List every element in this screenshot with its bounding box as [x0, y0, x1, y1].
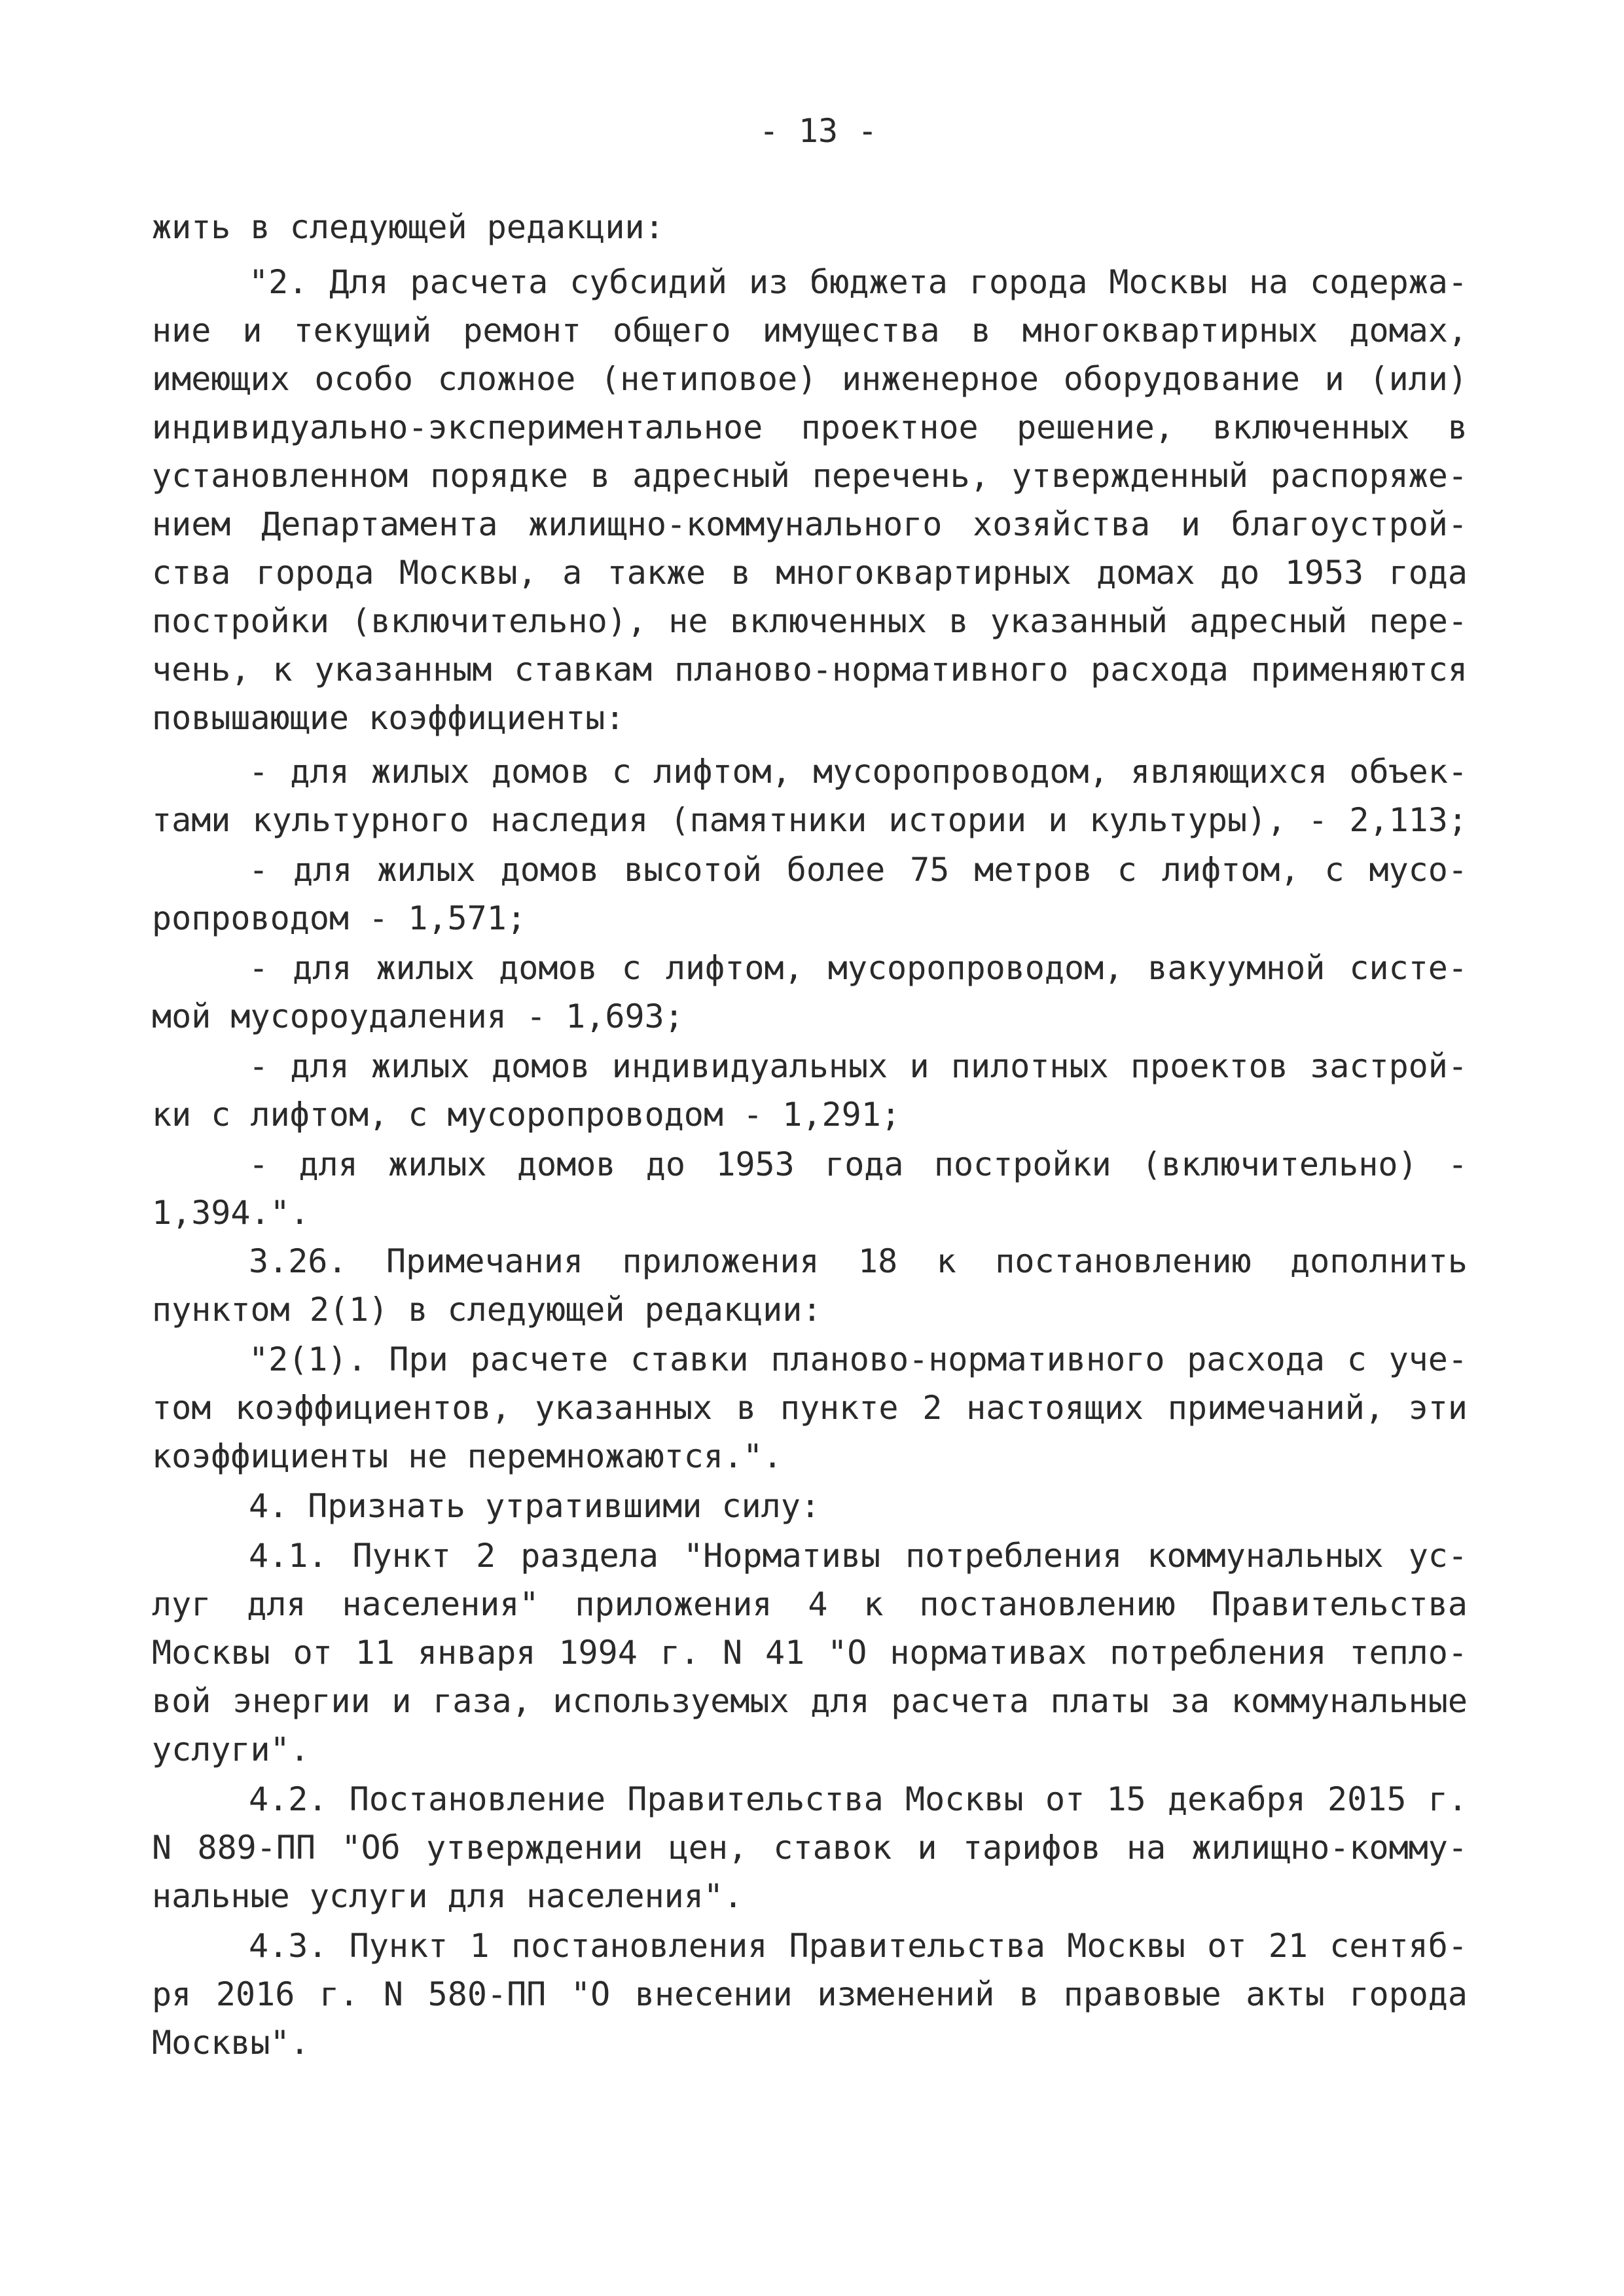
text-line: - для жилых домов с лифтом, мусоропроводом, вакуумной систе- — [249, 949, 1468, 987]
text-line: нальные услуги для населения". — [152, 1877, 744, 1915]
text-line: - для жилых домов индивидуальных и пилотных проектов застрой- — [249, 1047, 1468, 1085]
text-line: Москвы от 11 января 1994 г. N 41 "О нормативах потребления тепло- — [152, 1634, 1468, 1672]
text-line: мой мусороудаления - 1,693; — [152, 997, 684, 1035]
text-line: вой энергии и газа, используемых для расчета платы за коммунальные — [152, 1682, 1468, 1720]
text-line: ки с лифтом, с мусоропроводом - 1,291; — [152, 1096, 901, 1134]
text-line: - для жилых домов высотой более 75 метров с лифтом, с мусо- — [249, 851, 1468, 889]
text-line: пунктом 2(1) в следующей редакции: — [152, 1291, 822, 1329]
text-line: луг для населения" приложения 4 к постановлению Правительства — [152, 1585, 1468, 1623]
text-line: индивидуально-экспериментальное проектное решение, включенных в — [152, 408, 1468, 446]
text-line: повышающие коэффициенты: — [152, 699, 625, 737]
text-line: 3.26. Примечания приложения 18 к постановлению дополнить — [249, 1242, 1468, 1280]
text-line: 4.1. Пункт 2 раздела "Нормативы потребления коммунальных ус- — [249, 1537, 1468, 1575]
text-line: N 889-ПП "Об утверждении цен, ставок и тарифов на жилищно-комму- — [152, 1829, 1468, 1867]
text-line: постройки (включительно), не включенных в указанный адресный пере- — [152, 602, 1468, 640]
text-line: чень, к указанным ставкам планово-нормативного расхода применяются — [152, 651, 1468, 689]
text-line: "2(1). При расчете ставки планово-нормативного расхода с уче- — [249, 1340, 1468, 1378]
text-line: 4.3. Пункт 1 постановления Правительства Москвы от 21 сентяб- — [249, 1927, 1468, 1965]
text-line: ря 2016 г. N 580-ПП "О внесении изменений в правовые акты города — [152, 1975, 1468, 2013]
text-line: - для жилых домов до 1953 года постройки (включительно) - — [249, 1145, 1468, 1183]
text-line: установленном порядке в адресный перечень, утвержденный распоряже- — [152, 457, 1468, 495]
text-line: ства города Москвы, а также в многоквартирных домах до 1953 года — [152, 554, 1468, 592]
text-line: жить в следующей редакции: — [152, 208, 664, 246]
text-line: услуги". — [152, 1731, 310, 1768]
text-line: ропроводом - 1,571; — [152, 899, 526, 937]
text-line: тами культурного наследия (памятники истории и культуры), - 2,113; — [152, 801, 1468, 839]
page-number: - 13 - — [759, 112, 878, 150]
text-line: нием Департамента жилищно-коммунального хозяйства и благоустрой- — [152, 505, 1468, 543]
text-line: - для жилых домов с лифтом, мусоропроводом, являющихся объек- — [249, 753, 1468, 791]
text-line: 4. Признать утратившими силу: — [249, 1487, 820, 1525]
text-line: 4.2. Постановление Правительства Москвы от 15 декабря 2015 г. — [249, 1780, 1468, 1818]
text-line: Москвы". — [152, 2024, 310, 2062]
text-line: "2. Для расчета субсидий из бюджета города Москвы на содержа- — [249, 263, 1468, 301]
text-line: том коэффициентов, указанных в пункте 2 настоящих примечаний, эти — [152, 1389, 1468, 1427]
text-line: ние и текущий ремонт общего имущества в многоквартирных домах, — [152, 312, 1468, 350]
text-line: имеющих особо сложное (нетиповое) инженерное оборудование и (или) — [152, 360, 1468, 398]
text-line: коэффициенты не перемножаются.". — [152, 1437, 783, 1475]
text-line: 1,394.". — [152, 1194, 310, 1232]
